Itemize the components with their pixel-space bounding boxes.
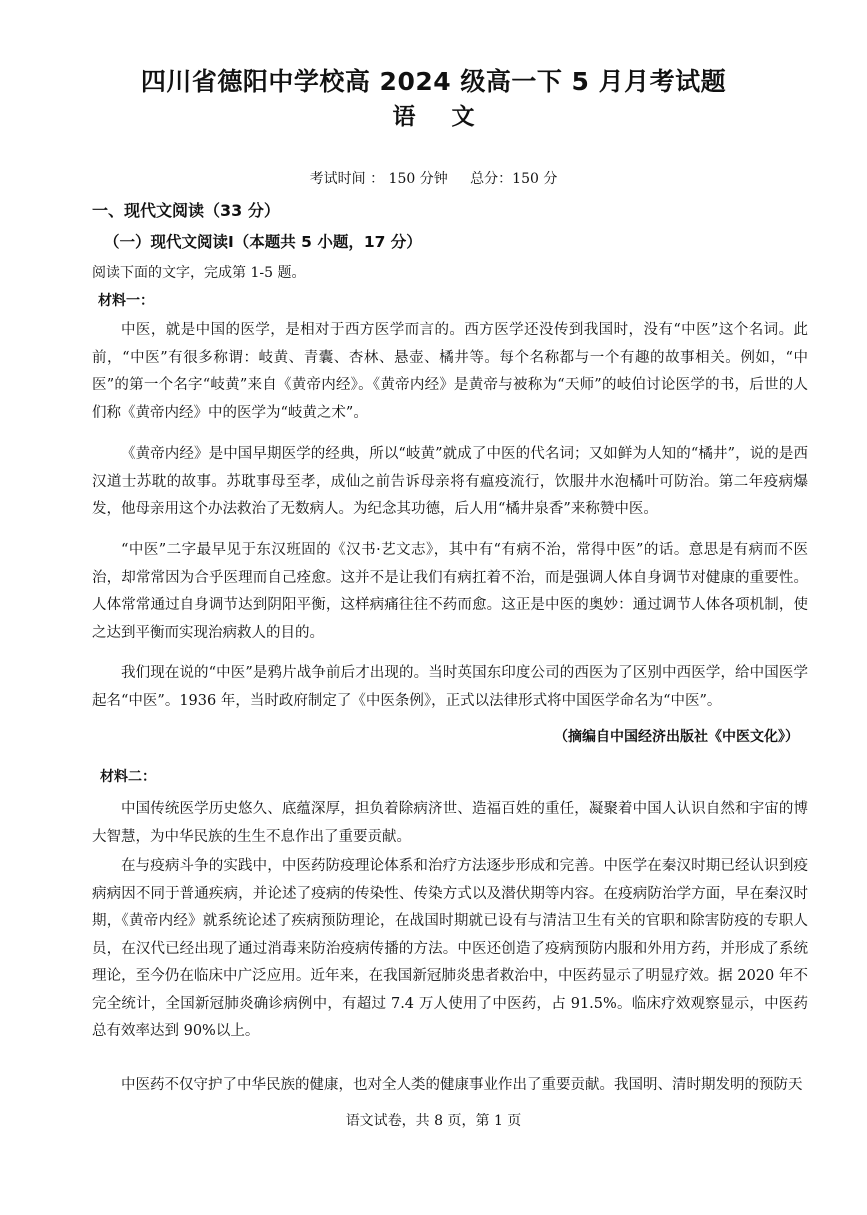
material-two-paragraph: 在与疫病斗争的实践中，中医药防疫理论体系和治疗方法逐步形成和完善。中医学在秦汉时期已经认识到疫病病因不同于普通疾病，并论述了疫病的传染性、传染方式以及潜伏期等内容。在疫病防治学方面，早在秦汉时期，《黄帝内经》就系统论述了疾病预防理论，在战国时期就已设有与清洁卫生有关的官职和除害防疫的专职人员，在汉代已经出现了通过消毒来防治疫病传播的方法。中医还创造了疫病预防内服和外用方药，并形成了系统理论，至今仍在临床中广泛应用。近年来，在我国新冠肺炎患者救治中，中医药显示了明显疗效。据 2020 年不完全统计，全国新冠肺炎确诊病例中，有超过 7.4 万人使用了中医药，占 91.5%。临床疗效观察显示，中医药总有效率达到 90%以上。 xyxy=(92,858,808,1039)
material-two-label: 材料二： xyxy=(100,769,156,785)
reading-instruction: 阅读下面的文字，完成第 1-5 题。 xyxy=(92,265,306,281)
subject-title: 语文 xyxy=(392,104,511,130)
exam-title: 四川省德阳中学校高 2024 级高一下 5 月月考试题 xyxy=(140,67,727,96)
material-one-label: 材料一： xyxy=(98,293,154,309)
subsection-heading: （一）现代文阅读Ⅰ（本题共 5 小题，17 分） xyxy=(104,233,422,251)
material-one-paragraph: 《黄帝内经》是中国早期医学的经典，所以“岐黄”就成了中医的代名词；又如鲜为人知的“橘井”，说的是西汉道士苏耽的故事。苏耽事母至孝，成仙之前告诉母亲将有瘟疫流行，饮服井水泡橘叶可防治。第二年疫病爆发，他母亲用这个办法救治了无数病人。为纪念其功德，后人用“橘井泉香”来称赞中医。 xyxy=(92,446,808,517)
section-heading: 一、现代文阅读（33 分） xyxy=(92,201,280,220)
material-one-source: （摘编自中国经济出版社《中医文化》） xyxy=(554,729,799,745)
page-footer: 语文试卷，共 8 页，第 1 页 xyxy=(345,1113,522,1129)
exam-time: 考试时间 ： 150 分钟 xyxy=(309,171,448,187)
material-two-paragraph: 中国传统医学历史悠久、底蕴深厚，担负着除病济世、造福百姓的重任，凝聚着中国人认识自然和宇宙的博大智慧，为中华民族的生生不息作出了重要贡献。 xyxy=(92,801,808,845)
total-score: 总分：150 分 xyxy=(470,171,558,187)
material-one-paragraph: “中医”二字最早见于东汉班固的《汉书·艺文志》，其中有“有病不治，常得中医”的话。意思是有病而不医治，却常常因为合乎医理而自己痊愈。这并不是让我们有病扛着不治，而是强调人体自身调节对健康的重要性。人体常常通过自身调节达到阴阳平衡，这样病痛往往不药而愈。这正是中医的奥妙：通过调节人体各项机制，使之达到平衡而实现治病救人的目的。 xyxy=(92,542,808,641)
exam-info xyxy=(0,168,867,188)
material-one-paragraph: 中医，就是中国的医学，是相对于西方医学而言的。西方医学还没传到我国时，没有“中医”这个名词。此前，“中医”有很多称谓：岐黄、青囊、杏林、悬壶、橘井等。每个名称都与一个有趣的故事相关。例如，“中医”的第一个名字“岐黄”来自《黄帝内经》。《黄帝内经》是黄帝与被称为“天师”的岐伯讨论医学的书，后世的人们称《黄帝内经》中的医学为“岐黄之术”。 xyxy=(92,322,808,421)
material-two-paragraph: 中医药不仅守护了中华民族的健康，也对全人类的健康事业作出了重要贡献。我国明、清时期发明的预防天 xyxy=(121,1077,803,1093)
material-one-paragraph: 我们现在说的“中医”是鸦片战争前后才出现的。当时英国东印度公司的西医为了区别中西医学，给中国医学起名“中医”。1936 年，当时政府制定了《中医条例》，正式以法律形式将中国医学命名为“中医”。 xyxy=(92,665,808,709)
